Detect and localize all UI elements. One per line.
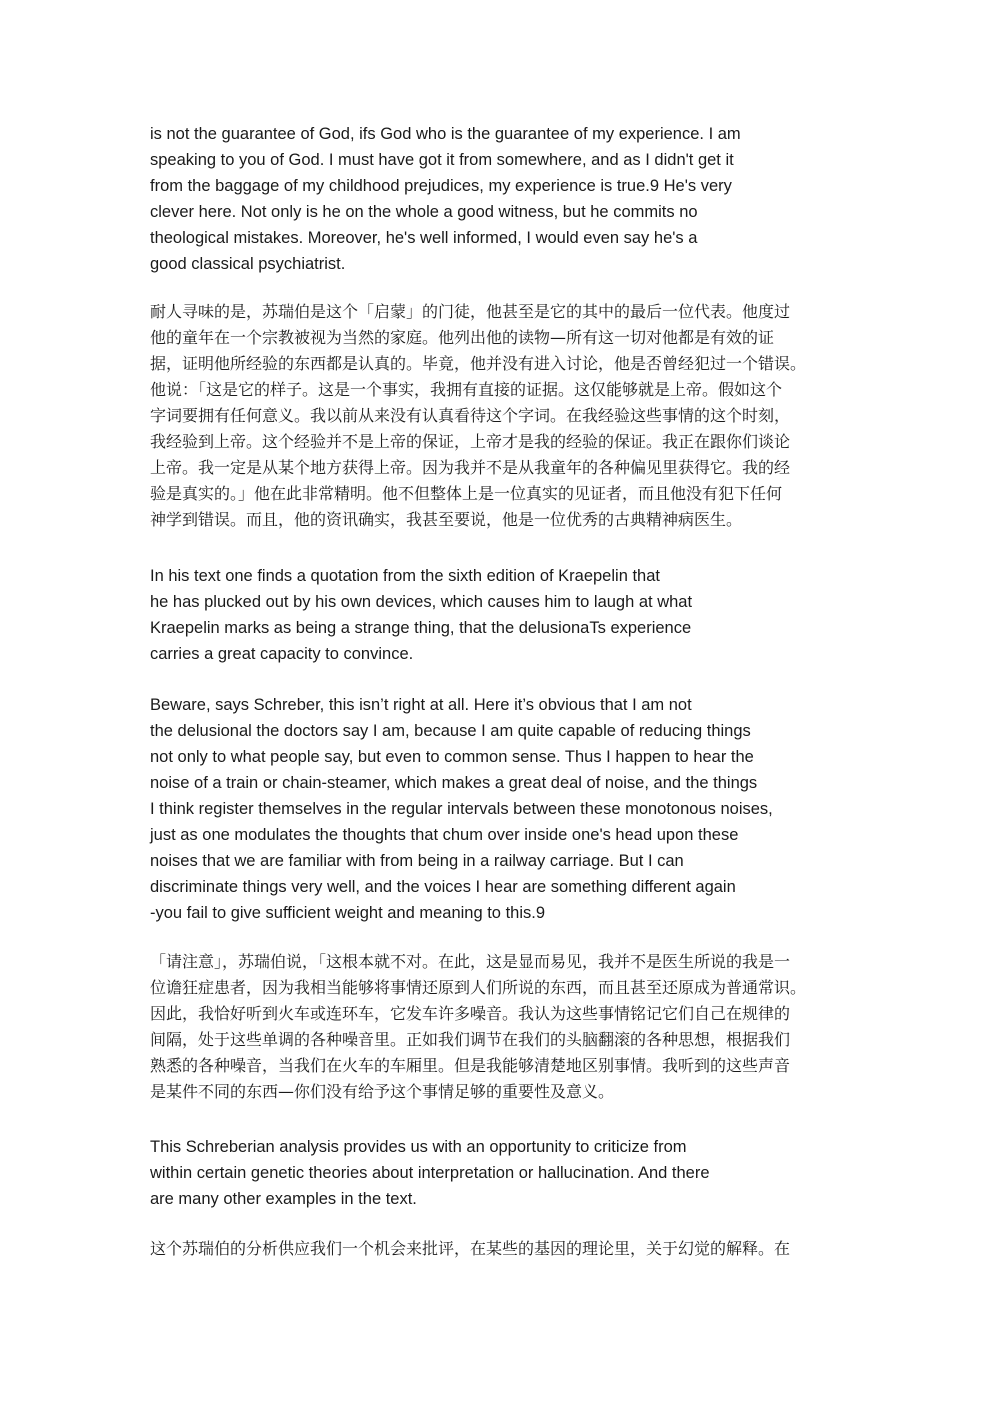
text-line: 间隔，处于这些单调的各种噪音里。正如我们调节在我们的头脑翻滚的各种思想，根据我们 [150, 1030, 791, 1049]
text-line: is not the guarantee of God, ifs God who is the guarantee of my experience. I am [150, 125, 741, 143]
text-line: 因此，我恰好听到火车或连环车，它发车许多噪音。我认为这些事情铭记它们自己在规律的 [150, 1004, 791, 1023]
text-line: Kraepelin marks as being a strange thing, that the delusionaTs experience [150, 619, 692, 637]
text-line: In his text one finds a quotation from the sixth edition of Kraepelin that [150, 567, 660, 585]
text-line: 他的童年在一个宗教被视为当然的家庭。他列出他的读物—所有这一切对他都是有效的证 [150, 328, 775, 347]
text-line: the delusional the doctors say I am, because I am quite capable of reducing things [150, 722, 751, 740]
text-line: 熟悉的各种噪音，当我们在火车的车厢里。但是我能够清楚地区别事情。我听到的这些声音 [150, 1056, 791, 1075]
text-line: 神学到错误。而且，他的资讯确实，我甚至要说，他是一位优秀的古典精神病医生。 [150, 510, 743, 529]
paragraph-zh-1 [150, 299, 850, 533]
text-line: 是某件不同的东西—你们没有给予这个事情足够的重要性及意义。 [150, 1082, 615, 1101]
text-line: are many other examples in the text. [150, 1190, 417, 1208]
text-line: 他说：「这是它的样子。这是一个事实，我拥有直接的证据。这仅能够就是上帝。假如这个 [150, 380, 783, 399]
text-line: This Schreberian analysis provides us with an opportunity to criticize from [150, 1138, 687, 1156]
paragraph-en-4 [150, 1134, 710, 1212]
text-line: 据，证明他所经验的东西都是认真的。毕竟，他并没有进入讨论，他是否曾经犯过一个错误。 [150, 354, 807, 373]
paragraph-zh-3 [150, 1236, 850, 1262]
text-line: carries a great capacity to convince. [150, 645, 414, 663]
text-line: speaking to you of God. I must have got it from somewhere, and as I didn't get it [150, 151, 734, 169]
text-line: 「请注意」，苏瑞伯说，「这根本就不对。在此，这是显而易见，我并不是医生所说的我是一 [150, 952, 791, 971]
text-line: discriminate things very well, and the voices I hear are something different again [150, 878, 736, 896]
text-line: 耐人寻味的是，苏瑞伯是这个「启蒙」的门徒，他甚至是它的其中的最后一位代表。他度过 [150, 302, 791, 321]
text-line: good classical psychiatrist. [150, 255, 346, 273]
text-line: 上帝。我一定是从某个地方获得上帝。因为我并不是从我童年的各种偏见里获得它。我的经 [150, 458, 791, 477]
paragraph-en-3 [150, 692, 773, 926]
text-line: theological mistakes. Moreover, he's well informed, I would even say he's a [150, 229, 698, 247]
text-line: I think register themselves in the regular intervals between these monotonous noises, [150, 800, 773, 818]
text-line: noise of a train or chain-steamer, which makes a great deal of noise, and the things [150, 774, 758, 792]
text-line: he has plucked out by his own devices, which causes him to laugh at what [150, 593, 693, 611]
text-line: 这个苏瑞伯的分析供应我们一个机会来批评，在某些的基因的理论里，关于幻觉的解释。在 [150, 1239, 791, 1258]
text-line: -you fail to give sufficient weight and meaning to this.9 [150, 904, 546, 922]
text-line: from the baggage of my childhood prejudices, my experience is true.9 He's very [150, 177, 732, 195]
text-line: clever here. Not only is he on the whole a good witness, but he commits no [150, 203, 698, 221]
text-line: just as one modulates the thoughts that chum over inside one's head upon these [150, 826, 739, 844]
text-line: noises that we are familiar with from being in a railway carriage. But I can [150, 852, 684, 870]
paragraph-zh-2 [150, 949, 850, 1105]
text-line: not only to what people say, but even to common sense. Thus I happen to hear the [150, 748, 754, 766]
text-line: 字词要拥有任何意义。我以前从来没有认真看待这个字词。在我经验这些事情的这个时刻， [150, 406, 791, 425]
text-line: 位谵狂症患者，因为我相当能够将事情还原到人们所说的东西，而且甚至还原成为普通常识。 [150, 978, 807, 997]
text-line: 我经验到上帝。这个经验并不是上帝的保证，上帝才是我的经验的保证。我正在跟你们谈论 [150, 432, 791, 451]
paragraph-en-1 [150, 121, 741, 277]
text-line: within certain genetic theories about interpretation or hallucination. And there [150, 1164, 710, 1182]
text-line: 验是真实的。」他在此非常精明。他不但整体上是一位真实的见证者，而且他没有犯下任何 [150, 484, 783, 503]
text-line: Beware, says Schreber, this isn’t right at all. Here it’s obvious that I am not [150, 696, 692, 714]
paragraph-en-2 [150, 563, 692, 667]
